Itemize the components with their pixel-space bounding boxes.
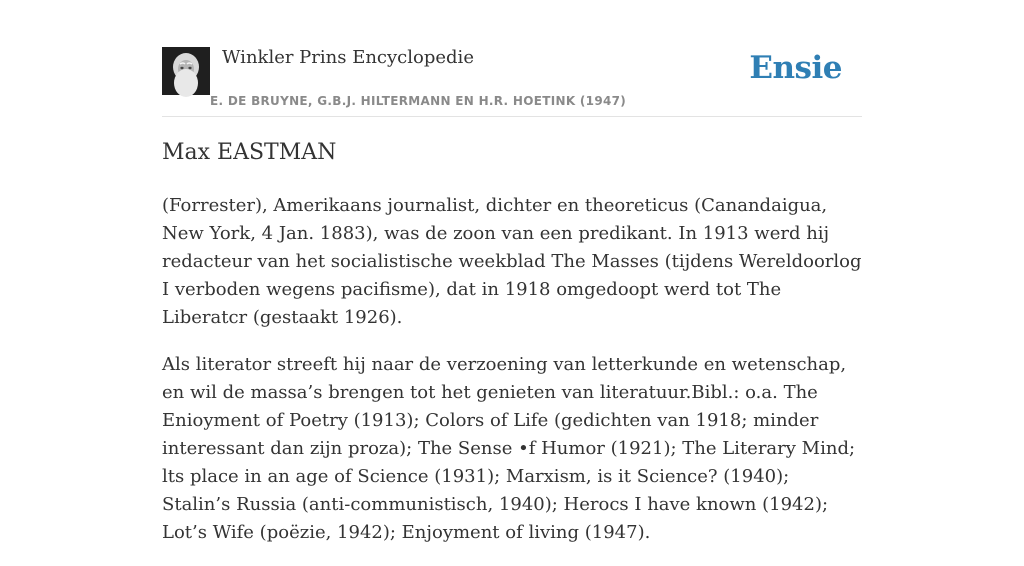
article-body <box>162 192 862 566</box>
portrait-image <box>162 47 210 95</box>
site-title[interactable]: Winkler Prins Encyclopedie <box>222 47 474 68</box>
source-authors: E. DE BRUYNE, G.B.J. HILTERMANN EN H.R. HOETINK (1947) <box>210 94 627 108</box>
site-header <box>162 45 862 117</box>
ensie-logo[interactable]: Ensie <box>749 50 842 86</box>
article-paragraph-2: Als literator streeft hij naar de verzoening van letterkunde en wetenschap, en wil de massa’s brengen tot het genieten van literatuur.Bibl.: o.a. The Enioyment of Poetry (1913); Colors of Life (gedichten van 1918; minder interessant dan zijn proza); The Sense •f Humor (1921); The Literary Mind; lts place in an age of Science (1931); Marxism, is it Science? (1940); Stalin’s Russia (anti-communistisch, 1940); Herocs I have known (1942); Lot’s Wife (poëzie, 1942); Enjoyment of living (1947). <box>162 354 856 543</box>
author-avatar <box>162 47 210 95</box>
article-paragraph-1: (Forrester), Amerikaans journalist, dichter en theoreticus (Canandaigua, New York, 4 Jan. 1883), was de zoon van een predikant. In 1913 werd hij redacteur van het socialistische weekblad The Masses (tijdens Wereldoorlog I verboden wegens pacifisme), dat in 1918 omgedoopt werd tot The Liberatcr (gestaakt 1926). <box>162 195 862 328</box>
article-title: Max EASTMAN <box>162 140 337 165</box>
